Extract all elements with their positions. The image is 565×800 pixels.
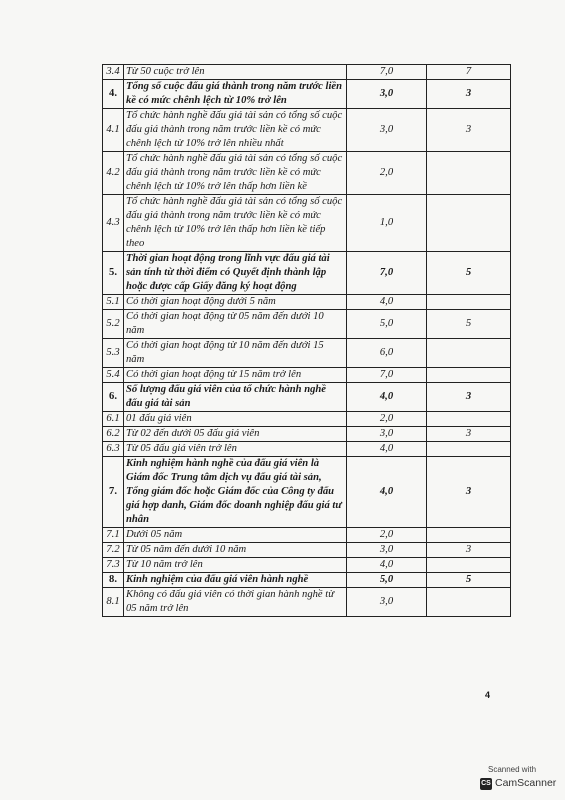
- max-score: 6,0: [347, 339, 427, 368]
- row-number: 6.3: [103, 442, 124, 457]
- max-score: 3,0: [347, 427, 427, 442]
- row-number: 6.1: [103, 412, 124, 427]
- criterion-text: Từ 50 cuộc trở lên: [124, 65, 347, 80]
- max-score: 7,0: [347, 368, 427, 383]
- max-score: 5,0: [347, 310, 427, 339]
- awarded-score: [427, 588, 511, 617]
- max-score: 4,0: [347, 442, 427, 457]
- row-number: 8.: [103, 573, 124, 588]
- max-score: 7,0: [347, 65, 427, 80]
- row-number: 4.2: [103, 152, 124, 195]
- awarded-score: [427, 558, 511, 573]
- awarded-score: 3: [427, 109, 511, 152]
- criterion-text: Tổ chức hành nghề đấu giá tài sản có tổng số cuộc đấu giá thành trong năm trước liền kề có mức chênh lệch từ 10% trở lên nhiều nhất: [124, 109, 347, 152]
- max-score: 4,0: [347, 558, 427, 573]
- awarded-score: 3: [427, 80, 511, 109]
- criterion-text: Dưới 05 năm: [124, 528, 347, 543]
- page-number: 4: [485, 690, 491, 700]
- scoring-table: [102, 64, 511, 617]
- table-row: [103, 339, 511, 368]
- row-number: 7.: [103, 457, 124, 528]
- row-number: 8.1: [103, 588, 124, 617]
- max-score: 2,0: [347, 412, 427, 427]
- criterion-text: Từ 05 đấu giá viên trở lên: [124, 442, 347, 457]
- row-number: 5.3: [103, 339, 124, 368]
- max-score: 5,0: [347, 573, 427, 588]
- criterion-text: 01 đấu giá viên: [124, 412, 347, 427]
- row-number: 7.1: [103, 528, 124, 543]
- table-row: [103, 528, 511, 543]
- awarded-score: [427, 442, 511, 457]
- table-row: [103, 457, 511, 528]
- row-number: 7.3: [103, 558, 124, 573]
- awarded-score: 5: [427, 310, 511, 339]
- max-score: 4,0: [347, 457, 427, 528]
- awarded-score: 3: [427, 457, 511, 528]
- table-row: [103, 558, 511, 573]
- awarded-score: 3: [427, 427, 511, 442]
- table-row: [103, 65, 511, 80]
- scoring-table-body: [103, 65, 511, 617]
- criterion-text: Thời gian hoạt động trong lĩnh vực đấu giá tài sản tính từ thời điểm có Quyết định thành lập hoặc được cấp Giấy đăng ký hoạt động: [124, 252, 347, 295]
- awarded-score: [427, 195, 511, 252]
- awarded-score: [427, 152, 511, 195]
- table-row: [103, 427, 511, 442]
- row-number: 5.2: [103, 310, 124, 339]
- criterion-text: Có thời gian hoạt động từ 15 năm trở lên: [124, 368, 347, 383]
- criterion-text: Có thời gian hoạt động dưới 5 năm: [124, 295, 347, 310]
- criterion-text: Kinh nghiệm hành nghề của đấu giá viên là Giám đốc Trung tâm dịch vụ đấu giá tài sản, Tổng giám đốc hoặc Giám đốc của Công ty đấu giá hợp danh, Giám đốc doanh nghiệp đấu giá tư nhân: [124, 457, 347, 528]
- max-score: 7,0: [347, 252, 427, 295]
- row-number: 7.2: [103, 543, 124, 558]
- row-number: 3.4: [103, 65, 124, 80]
- table-row: [103, 152, 511, 195]
- max-score: 1,0: [347, 195, 427, 252]
- table-row: [103, 543, 511, 558]
- table-row: [103, 252, 511, 295]
- camscanner-watermark: [476, 764, 556, 794]
- max-score: 2,0: [347, 152, 427, 195]
- camscanner-logo-icon: CS: [480, 778, 492, 790]
- awarded-score: 5: [427, 252, 511, 295]
- row-number: 6.2: [103, 427, 124, 442]
- criterion-text: Tổ chức hành nghề đấu giá tài sản có tổng số cuộc đấu giá thành trong năm trước liền kề có mức chênh lệch từ 10% trở lên thấp hơn liền kề tiếp theo: [124, 195, 347, 252]
- table-row: [103, 573, 511, 588]
- awarded-score: [427, 528, 511, 543]
- max-score: 3,0: [347, 80, 427, 109]
- scanned-with-label: Scanned with: [488, 765, 537, 774]
- row-number: 5.1: [103, 295, 124, 310]
- awarded-score: [427, 295, 511, 310]
- table-row: [103, 80, 511, 109]
- criterion-text: Có thời gian hoạt động từ 10 năm đến dưới 15 năm: [124, 339, 347, 368]
- criterion-text: Tổng số cuộc đấu giá thành trong năm trước liền kề có mức chênh lệch từ 10% trở lên: [124, 80, 347, 109]
- max-score: 4,0: [347, 383, 427, 412]
- criterion-text: Từ 02 đến dưới 05 đấu giá viên: [124, 427, 347, 442]
- camscanner-brand: CamScanner: [495, 777, 557, 789]
- criterion-text: Từ 05 năm đến dưới 10 năm: [124, 543, 347, 558]
- table-row: [103, 368, 511, 383]
- table-row: [103, 109, 511, 152]
- awarded-score: 3: [427, 383, 511, 412]
- row-number: 5.: [103, 252, 124, 295]
- row-number: 4.3: [103, 195, 124, 252]
- criterion-text: Tổ chức hành nghề đấu giá tài sản có tổng số cuộc đấu giá thành trong năm trước liền kề có mức chênh lệch từ 10% trở lên thấp hơn liền kề: [124, 152, 347, 195]
- table-row: [103, 412, 511, 427]
- row-number: 4.1: [103, 109, 124, 152]
- max-score: 3,0: [347, 588, 427, 617]
- table-row: [103, 442, 511, 457]
- max-score: 4,0: [347, 295, 427, 310]
- max-score: 3,0: [347, 109, 427, 152]
- table-row: [103, 383, 511, 412]
- awarded-score: 3: [427, 543, 511, 558]
- awarded-score: 5: [427, 573, 511, 588]
- criterion-text: Kinh nghiệm của đấu giá viên hành nghề: [124, 573, 347, 588]
- table-row: [103, 295, 511, 310]
- row-number: 5.4: [103, 368, 124, 383]
- awarded-score: [427, 412, 511, 427]
- table-row: [103, 195, 511, 252]
- criterion-text: Có thời gian hoạt động từ 05 năm đến dưới 10 năm: [124, 310, 347, 339]
- table-row: [103, 588, 511, 617]
- table-row: [103, 310, 511, 339]
- max-score: 3,0: [347, 543, 427, 558]
- criterion-text: Từ 10 năm trở lên: [124, 558, 347, 573]
- criterion-text: Số lượng đấu giá viên của tổ chức hành nghề đấu giá tài sản: [124, 383, 347, 412]
- awarded-score: 7: [427, 65, 511, 80]
- row-number: 4.: [103, 80, 124, 109]
- criterion-text: Không có đấu giá viên có thời gian hành nghề từ 05 năm trở lên: [124, 588, 347, 617]
- max-score: 2,0: [347, 528, 427, 543]
- row-number: 6.: [103, 383, 124, 412]
- awarded-score: [427, 339, 511, 368]
- awarded-score: [427, 368, 511, 383]
